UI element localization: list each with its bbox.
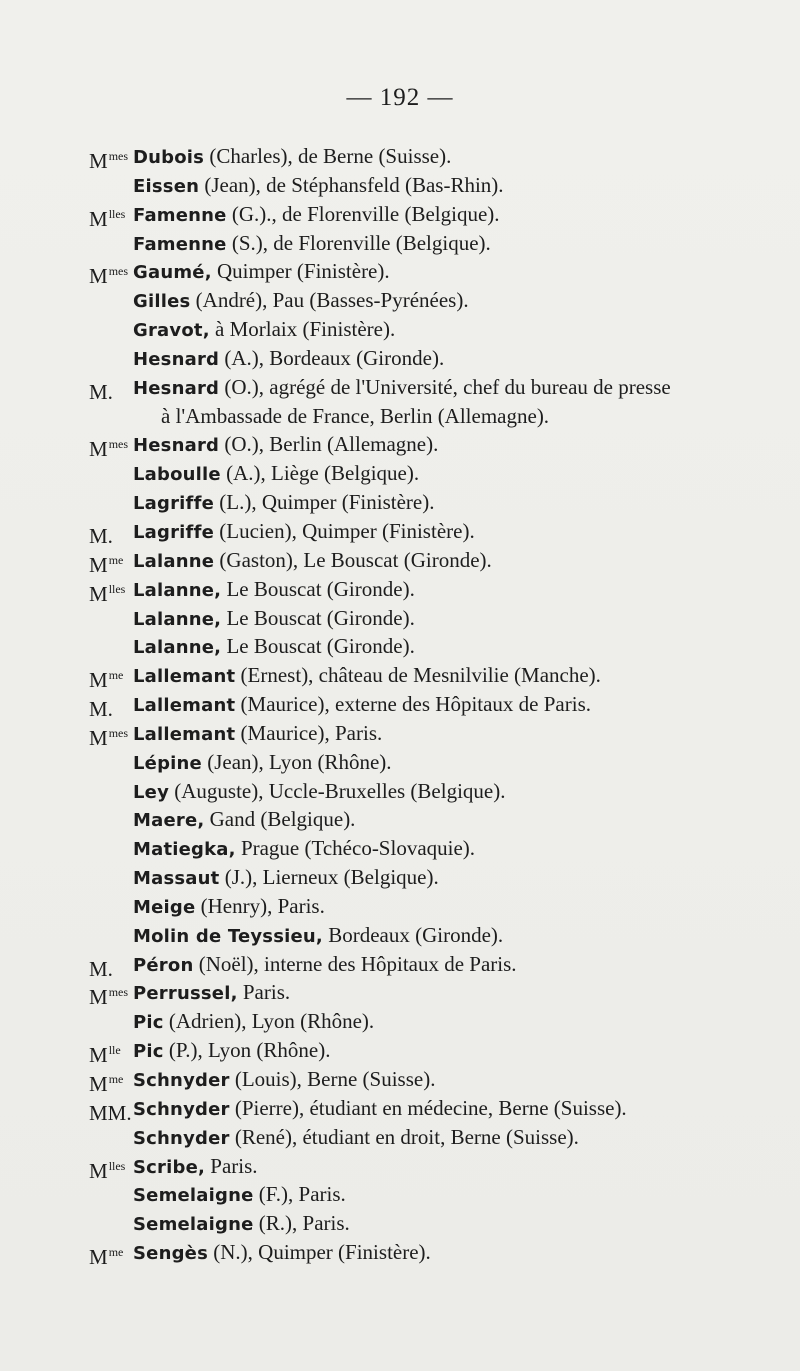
member-name: Gravot, [133, 320, 210, 342]
entry-text [133, 1007, 374, 1038]
honorific: $M^{mes}$ [89, 149, 129, 173]
entry-text [133, 1238, 431, 1269]
member-details: (P.), Lyon (Rhône). [163, 1038, 331, 1063]
member-name: Pic [133, 1041, 164, 1063]
entry-text [133, 488, 434, 519]
honorific-suffix: me [108, 1072, 124, 1086]
member-details: (J.), Lierneux (Belgique). [219, 865, 439, 890]
list-item [0, 632, 800, 661]
member-details: (Adrien), Lyon (Rhône). [163, 1009, 375, 1034]
member-name: Pic [133, 1012, 164, 1034]
member-name: Gaumé, [133, 262, 212, 284]
entry-text [133, 1209, 350, 1240]
member-details: (René), étudiant en droit, Berne (Suisse). [229, 1124, 579, 1149]
member-details: (O.), Berlin (Allemagne). [219, 432, 439, 457]
member-details: Gand (Belgique). [204, 807, 356, 832]
entry-text [133, 661, 601, 692]
list-item [0, 459, 800, 488]
member-name: Perrussel, [133, 983, 238, 1005]
list-item [0, 1152, 800, 1181]
honorific: $M^{mes}$ [89, 985, 129, 1010]
honorific: $M^{mes}$ [89, 725, 129, 750]
list-item [0, 748, 800, 777]
member-details: Quimper (Finistère). [211, 259, 390, 284]
member-details: Le Bouscat (Gironde). [221, 634, 415, 659]
entry-text [133, 834, 475, 865]
member-name: Ley [133, 781, 170, 803]
member-details: (G.)., de Florenville (Belgique). [226, 201, 500, 226]
list-item [0, 834, 800, 863]
list-item [0, 575, 800, 604]
honorific-suffix: mes [108, 149, 129, 163]
entry-text [133, 719, 382, 750]
honorific-suffix: mes [108, 985, 129, 1000]
list-item [0, 719, 800, 748]
list-item [0, 1036, 800, 1068]
member-name: Lallemant [133, 666, 236, 688]
entry-text [133, 430, 438, 461]
member-name: Gilles [133, 291, 191, 313]
list-item [0, 200, 800, 229]
honorific: M. [89, 523, 113, 548]
member-details: (Jean), de Stéphansfeld (Bas-Rhin). [199, 172, 504, 197]
honorific: $M^{lles}$ [89, 581, 126, 606]
member-details: (Gaston), Le Bouscat (Gironde). [214, 547, 492, 572]
member-details: (A.), Liège (Belgique). [220, 461, 420, 486]
honorific: M. [89, 697, 113, 722]
entry-text [133, 142, 451, 173]
member-name: Dubois [133, 147, 205, 168]
entry-text [133, 748, 392, 779]
member-name: Famenne [133, 204, 227, 226]
honorific: $M^{me}$ [89, 1072, 124, 1096]
entry-text [133, 546, 492, 577]
member-details: (N.), Quimper (Finistère). [208, 1240, 431, 1265]
member-details: Le Bouscat (Gironde). [221, 605, 415, 630]
entry-text [133, 1180, 346, 1211]
member-name: Lalanne, [133, 608, 222, 630]
member-name: Semelaigne [133, 1214, 254, 1236]
member-details: Paris. [205, 1153, 258, 1178]
entry-text [133, 921, 503, 952]
member-name: Massaut [133, 868, 220, 890]
member-details: (Maurice), Paris. [235, 720, 383, 745]
member-name: Lagriffe [133, 493, 215, 515]
list-item [0, 805, 800, 834]
entry-text [133, 1123, 579, 1154]
member-name: Lagriffe [133, 521, 215, 543]
entry-text [133, 315, 395, 346]
page-number: — 192 — [346, 84, 454, 111]
entry-text [133, 950, 517, 981]
member-details: (Noël), interne des Hôpitaux de Paris. [193, 951, 517, 976]
member-name: Eissen [133, 175, 200, 197]
list-item [0, 1180, 800, 1209]
member-name: Scribe, [133, 1156, 206, 1178]
entry-text [133, 604, 415, 635]
entry-text [133, 229, 491, 260]
list-item [0, 517, 800, 546]
entry-text [133, 777, 506, 808]
honorific-suffix: lle [108, 1043, 121, 1058]
list-item [0, 315, 800, 344]
member-details: (O.), agrégé de l'Université, chef du bureau de presse [219, 374, 671, 399]
list-item [0, 344, 800, 373]
list-item [0, 1123, 800, 1152]
member-details: (R.), Paris. [253, 1211, 350, 1236]
entry-text [133, 690, 591, 721]
entry-text [133, 257, 390, 288]
member-details: (Louis), Berne (Suisse). [229, 1067, 436, 1091]
member-name: Lépine [133, 752, 202, 774]
list-item [0, 1007, 800, 1036]
honorific: $M^{lle}$ [89, 1043, 121, 1068]
member-details: (S.), de Florenville (Belgique). [226, 230, 491, 255]
member-details: (A.), Bordeaux (Gironde). [219, 345, 445, 370]
entry-text [133, 200, 500, 231]
entry-text [133, 863, 439, 894]
entry-text [133, 1036, 330, 1067]
member-name: Semelaigne [133, 1185, 254, 1207]
honorific: $M^{mes}$ [89, 437, 129, 462]
member-name: Schnyder [133, 1127, 230, 1149]
list-item-continuation [0, 402, 800, 431]
list-item [0, 373, 800, 402]
list-item [0, 142, 800, 171]
member-name: Famenne [133, 233, 227, 255]
member-details: à Morlaix (Finistère). [209, 317, 396, 342]
list-item [0, 257, 800, 289]
list-item [0, 892, 800, 921]
member-name: Matiegka, [133, 839, 236, 861]
entry-text [133, 517, 475, 548]
entry-text [133, 892, 325, 923]
member-details: (Jean), Lyon (Rhône). [201, 749, 392, 774]
list-item [0, 286, 800, 315]
honorific-suffix: mes [108, 264, 129, 279]
honorific: $M^{lles}$ [89, 206, 126, 231]
member-name: Hesnard [133, 377, 220, 399]
entry-text [133, 1152, 258, 1183]
member-details: (Ernest), château de Mesnilvilie (Manche). [235, 663, 601, 688]
honorific: M. [89, 956, 113, 981]
member-details: (Auguste), Uccle-Bruxelles (Belgique). [169, 778, 506, 803]
honorific-suffix: lles [108, 581, 126, 596]
member-details: Paris. [237, 980, 291, 1005]
member-details: (Henry), Paris. [195, 893, 325, 918]
list-item [0, 171, 800, 200]
honorific: $M^{mes}$ [89, 264, 129, 289]
list-item [0, 661, 800, 693]
entry-text [133, 575, 415, 606]
member-name: Meige [133, 896, 196, 918]
member-details: (F.), Paris. [253, 1182, 346, 1207]
member-details: Le Bouscat (Gironde). [221, 576, 415, 601]
list-item [0, 1065, 800, 1094]
entry-text [133, 805, 355, 836]
honorific-suffix: me [108, 552, 124, 567]
honorific: M. [89, 379, 113, 404]
entry-text [133, 1094, 627, 1125]
member-details: (Maurice), externe des Hôpitaux de Paris. [235, 692, 592, 717]
entry-text [133, 286, 469, 317]
member-list [0, 142, 800, 1270]
member-name: Hesnard [133, 435, 220, 457]
list-item [0, 1209, 800, 1238]
list-item [0, 777, 800, 806]
member-name: Molin de Teyssieu, [133, 925, 323, 947]
member-name: Schnyder [133, 1070, 230, 1091]
member-details: (Pierre), étudiant en médecine, Berne (Suisse). [229, 1095, 627, 1120]
list-item [0, 978, 800, 1010]
honorific-suffix: lles [108, 1158, 126, 1173]
honorific-suffix: me [108, 1245, 124, 1260]
entry-text [133, 632, 415, 663]
entry-text [133, 344, 444, 375]
entry-text [133, 171, 504, 202]
entry-text [133, 373, 671, 404]
member-name: Lallemant [133, 695, 236, 717]
entry-text [133, 1065, 435, 1096]
honorific: $M^{me}$ [89, 668, 124, 693]
honorific-suffix: me [108, 668, 124, 683]
member-name: Lalanne [133, 550, 215, 572]
entry-text [161, 402, 549, 433]
member-name: Sengès [133, 1243, 208, 1265]
member-details: (L.), Quimper (Finistère). [214, 490, 435, 515]
honorific-suffix: lles [108, 206, 126, 221]
honorific: $M^{me}$ [89, 1245, 124, 1270]
member-name: Schnyder [133, 1098, 230, 1120]
list-item [0, 950, 800, 979]
member-details: à l'Ambassade de France, Berlin (Allemagne). [161, 403, 550, 428]
entry-text [133, 978, 290, 1009]
member-name: Lalanne, [133, 637, 222, 659]
list-item [0, 690, 800, 722]
member-details: (Charles), de Berne (Suisse). [204, 144, 452, 168]
member-name: Laboulle [133, 464, 221, 486]
list-item [0, 1238, 800, 1270]
list-item [0, 921, 800, 950]
list-item [0, 863, 800, 892]
honorific-suffix: mes [108, 437, 129, 452]
member-name: Péron [133, 954, 194, 976]
member-details: (André), Pau (Basses-Pyrénées). [190, 288, 469, 313]
honorific: $M^{lles}$ [89, 1158, 126, 1183]
list-item [0, 229, 800, 258]
member-name: Hesnard [133, 348, 220, 370]
member-name: Maere, [133, 810, 205, 832]
member-name: Lallemant [133, 723, 236, 745]
list-item [0, 488, 800, 517]
member-details: (Lucien), Quimper (Finistère). [214, 518, 475, 543]
entry-text [133, 459, 419, 490]
member-details: Bordeaux (Gironde). [322, 922, 504, 947]
member-details: Prague (Tchéco-Slovaquie). [235, 836, 476, 861]
honorific: $M^{me}$ [89, 552, 124, 577]
list-item [0, 430, 800, 462]
list-item [0, 604, 800, 633]
honorific: MM. [89, 1100, 132, 1125]
list-item [0, 1094, 800, 1123]
list-item [0, 546, 800, 575]
honorific-suffix: mes [108, 725, 129, 740]
member-name: Lalanne, [133, 579, 222, 601]
